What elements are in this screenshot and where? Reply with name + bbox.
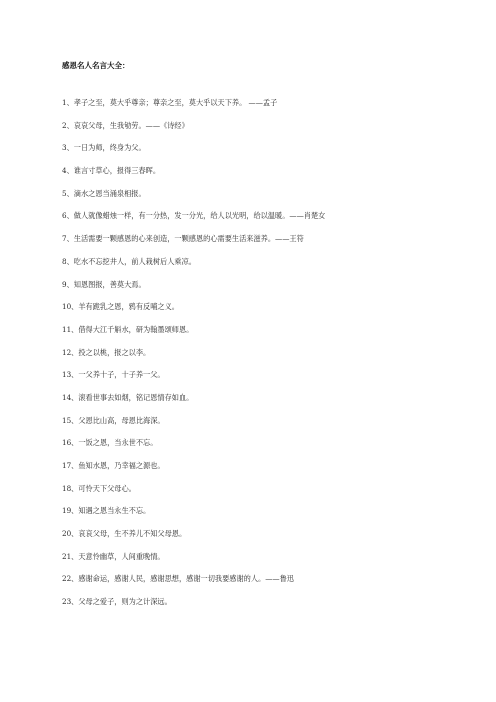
quote-item: 15、父恩比山高，母恩比海深。: [62, 415, 165, 425]
quote-item: 3、一日为师，终身为父。: [62, 143, 146, 153]
quote-item: 18、可怜天下父母心。: [62, 483, 136, 493]
quote-item: 9、知恩图报，善莫大焉。: [62, 279, 146, 289]
quote-item: 10、羊有跪乳之恩，鸦有反哺之义。: [62, 302, 179, 312]
quote-item: 19、知遇之恩当永生不忘。: [62, 506, 151, 516]
quote-list: [62, 98, 325, 620]
quote-item: 21、天意怜幽草，人间重晚情。: [62, 551, 165, 561]
quote-item: 22、感谢命运，感谢人民，感谢思想，感谢一切我要感谢的人。——鲁迅: [62, 574, 294, 584]
quote-item: 2、哀哀父母，生我劬劳。——《诗经》: [62, 120, 189, 130]
quote-item: 6、做人就像蜡烛一样，有一分热，发一分光，给人以光明，给以温暖。——肖楚女: [62, 211, 326, 221]
quote-item: 1、孝子之至，莫大乎尊亲；尊亲之至，莫大乎以天下养。 ——孟子: [62, 98, 278, 107]
quote-item: 12、投之以桃，报之以李。: [62, 347, 151, 357]
quote-item: 14、滚看世事去如烟，铭记恩情存如血。: [62, 392, 194, 402]
quote-item: 13、一父养十子，十子养一父。: [62, 370, 165, 380]
quote-item: 23、父母之爱子，则为之计深远。: [62, 597, 172, 607]
document-title: 感恩名人名言大全：: [62, 61, 130, 70]
quote-item: 16、一饭之恩，当永世不忘。: [62, 438, 158, 448]
quote-item: 7、生活需要一颗感恩的心来创造，一颗感恩的心需要生活来滋养。——王符: [62, 234, 304, 244]
quote-item: 4、谁言寸草心，报得三春晖。: [62, 166, 161, 176]
quote-item: 5、滴水之恩当涌泉相报。: [62, 188, 146, 198]
quote-item: 17、鱼知水恩，乃幸福之源也。: [62, 461, 165, 470]
quote-item: 11、借得大江千斛水，研为翰墨颂师恩。: [62, 324, 194, 334]
quote-item: 8、吃水不忘挖井人，前人栽树后人乘凉。: [62, 256, 196, 266]
quote-item: 20、哀哀父母，生不养儿不知父母恩。: [62, 529, 187, 539]
